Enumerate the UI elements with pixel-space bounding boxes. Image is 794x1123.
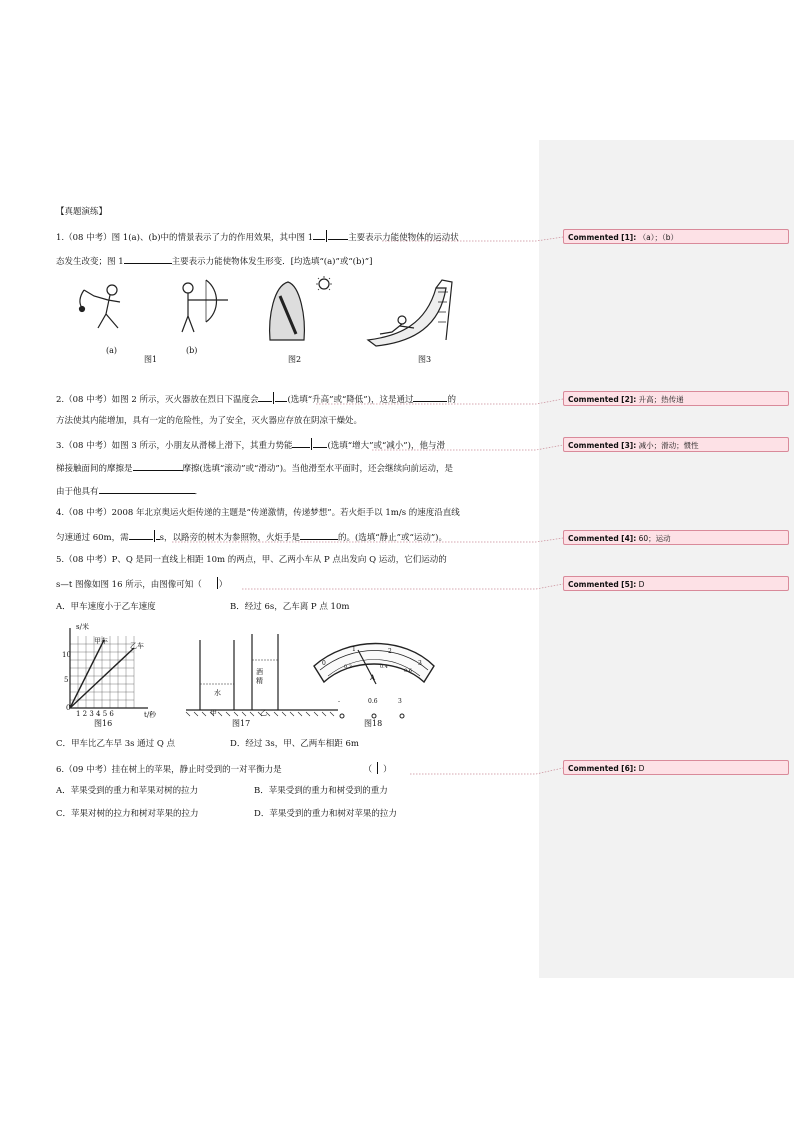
fig18-unit: A — [370, 674, 376, 682]
comment-5[interactable]: Commented [5]: D — [563, 576, 789, 591]
question-2-line-1: 2.（08 中考）如图 2 所示，灭火器放在烈日下温度会 (选填“升高”或“降低”)，这是通过 的 — [56, 392, 456, 406]
comment-1[interactable]: Commented [1]: （a）；（b） — [563, 229, 789, 244]
comment-anchor — [154, 530, 155, 542]
fig16-y-tick-10: 10 — [62, 651, 71, 659]
fig16-caption: 图16 — [94, 719, 113, 728]
fig18-scale-2: 2 — [388, 648, 392, 655]
fig17-yi-label: 乙 — [260, 709, 267, 717]
fig1b-label: (b) — [186, 346, 198, 355]
answer-blank[interactable] — [313, 438, 327, 448]
fig16-origin: 0 — [66, 704, 71, 712]
question-6-option-b: B．苹果受到的重力和树受到的重力 — [254, 786, 388, 796]
fig18-terminal-3: 3 — [398, 698, 402, 705]
comment-anchor — [273, 392, 274, 404]
fig18-scale-0: 0 — [322, 660, 326, 667]
figures-16-17-18 — [58, 624, 448, 730]
comment-anchor — [311, 438, 312, 450]
question-3-line-2: 梯接触面间的摩擦是 摩擦(选填“滚动”或“滑动”)。当他滑至水平面时，还会继续向前运动，是 — [56, 461, 453, 475]
question-6-option-c: C．苹果对树的拉力和树对苹果的拉力 — [56, 809, 199, 819]
fig3-drawing — [368, 280, 452, 346]
fig16-xlabel: t/秒 — [144, 711, 157, 719]
question-2-line-2: 方法使其内能增加，具有一定的危险性，为了安全，灭火器应存放在阴凉干燥处。 — [56, 416, 363, 426]
fig18-terminal-neg: - — [338, 698, 341, 705]
answer-blank[interactable] — [129, 530, 153, 540]
question-1-line-1: 1.（08 中考）图 1(a)、(b)中的情景表示了力的作用效果，其中图 1 主要表示力能使物体的运动状 — [56, 230, 459, 244]
comment-2[interactable]: Commented [2]: 升高；热传递 — [563, 391, 789, 406]
answer-blank[interactable] — [328, 230, 348, 240]
question-5-option-b: B．经过 6s，乙车离 P 点 10m — [230, 602, 350, 612]
answer-blank[interactable] — [413, 392, 447, 402]
question-5-line-2: s—t 图像如图 16 所示，由图像可知（ ） — [56, 577, 227, 591]
answer-blank[interactable] — [133, 461, 183, 471]
question-3-line-1: 3.（08 中考）如图 3 所示，小朋友从滑梯上滑下，其重力势能 (选填“增大”或“减小”)，他与滑 — [56, 438, 445, 452]
question-5-option-c: C．甲车比乙车早 3s 通过 Q 点 — [56, 739, 176, 749]
answer-blank[interactable] — [275, 392, 287, 402]
fig16-yi-label: 乙车 — [130, 642, 144, 650]
fig1a-drawing — [80, 285, 121, 328]
fig18-inner-0-2: 0.2 — [344, 664, 352, 670]
fig16-x-ticks: 1 2 3 4 5 6 — [76, 710, 114, 718]
answer-blank[interactable] — [99, 484, 195, 494]
answer-blank[interactable] — [313, 230, 325, 240]
fig18-caption: 图18 — [364, 719, 383, 728]
fig2-caption: 图2 — [288, 355, 302, 364]
fig1b-drawing — [182, 280, 228, 332]
comments-pane — [539, 140, 794, 978]
comment-anchor — [326, 230, 327, 242]
answer-blank[interactable] — [258, 392, 272, 402]
fig16-ylabel: s/米 — [76, 623, 89, 631]
fig18-scale-1: 1 — [352, 646, 356, 653]
section-title: 【真题演练】 — [56, 207, 108, 217]
fig1-caption: 图1 — [144, 355, 158, 364]
question-3-line-3: 由于他具有 ． — [56, 484, 203, 498]
question-5-option-d: D．经过 3s，甲、乙两车相距 6m — [230, 739, 359, 749]
fig18-terminal-06: 0.6 — [368, 698, 378, 705]
fig17-jia-label: 甲 — [210, 709, 217, 717]
comment-anchor — [217, 577, 218, 589]
answer-blank[interactable] — [292, 438, 310, 448]
figures-1-2-3 — [70, 276, 470, 348]
question-4-line-2: 匀速通过 60m，需 s，以路旁的树木为参照物，火炬手是 的。(选填“静止”或“运动”)。 — [56, 530, 447, 544]
fig17-caption: 图17 — [232, 719, 251, 728]
question-4-line-1: 4.（08 中考）2008 年北京奥运火炬传递的主题是“传递激情，传递梦想”。若火炬手以 1m/s 的速度沿直线 — [56, 508, 460, 518]
answer-blank[interactable] — [300, 530, 338, 540]
fig3-caption: 图3 — [418, 355, 432, 364]
comment-6[interactable]: Commented [6]: D — [563, 760, 789, 775]
fig1a-label: (a) — [106, 346, 118, 355]
question-6-option-d: D．苹果受到的重力和树对苹果的拉力 — [254, 809, 397, 819]
question-1-line-2: 态发生改变；图 1 主要表示力能使物体发生形变．[均选填“(a)”或“(b)”] — [56, 254, 372, 268]
answer-blank[interactable] — [124, 254, 172, 264]
question-6-option-a: A．苹果受到的重力和苹果对树的拉力 — [56, 786, 199, 796]
question-5-line-1: 5.（08 中考）P、Q 是同一直线上相距 10m 的两点，甲、乙两小车从 P 点出发向 Q 运动，它们运动的 — [56, 555, 447, 565]
question-5-option-a: A．甲车速度小于乙车速度 — [56, 602, 156, 612]
fig16-jia-label: 甲车 — [94, 637, 108, 645]
fig2-drawing — [270, 276, 332, 340]
fig18-scale-3: 3 — [418, 660, 422, 667]
question-6-line-1: 6.（09 中考）挂在树上的苹果，静止时受到的一对平衡力是 （ ） — [56, 762, 392, 776]
fig16-y-tick-5: 5 — [64, 676, 69, 684]
fig17-water-label: 水 — [214, 689, 221, 697]
fig17-alcohol-label: 酒精 — [256, 668, 263, 685]
comment-anchor — [377, 762, 378, 774]
comment-3[interactable]: Commented [3]: 减小；滑动；惯性 — [563, 437, 789, 452]
fig18-inner-0-6: 0.6 — [404, 668, 412, 674]
comment-4[interactable]: Commented [4]: 60；运动 — [563, 530, 789, 545]
fig16-graph — [70, 628, 148, 708]
fig18-inner-0-4: 0.4 — [380, 664, 388, 670]
